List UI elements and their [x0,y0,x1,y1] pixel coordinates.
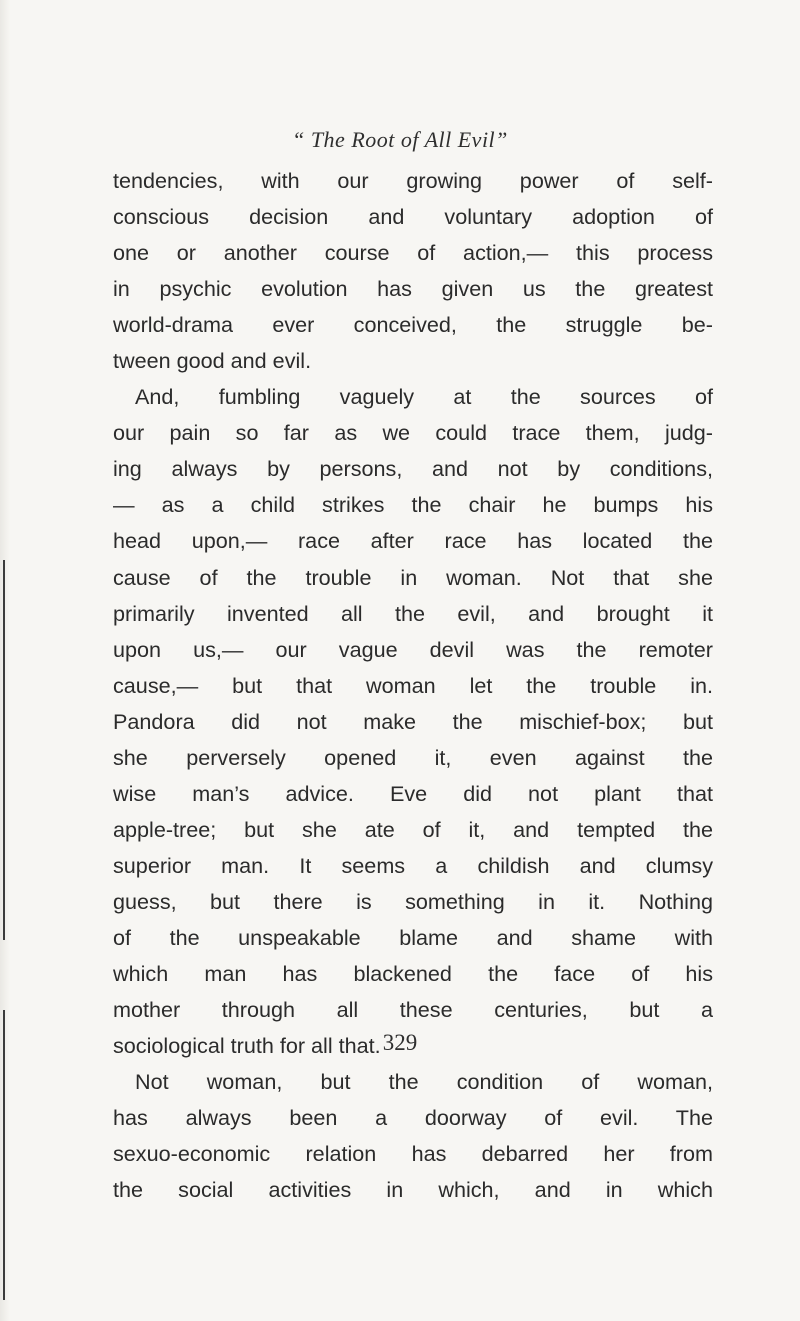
text-line: apple-tree; but she ate of it, and tempted the [113,816,713,842]
text-line: tween good and evil. [113,348,312,374]
text-line: superior man. It seems a childish and clumsy [113,852,713,878]
text-line: has always been a doorway of evil. The [113,1105,713,1131]
text-line: our pain so far as we could trace them, judg- [113,420,713,446]
text-line: in psychic evolution has given us the greatest [113,276,713,302]
text-line: head upon,— race after race has located the [113,528,713,554]
text-line: of the unspeakable blame and shame with [113,924,713,950]
text-line: sexuo-economic relation has debarred her from [113,1141,713,1167]
binding-gutter-shade [0,0,10,1321]
text-line: cause of the trouble in woman. Not that she [113,564,713,590]
text-line: upon us,— our vague devil was the remoter [113,636,713,662]
text-line: Not woman, but the condition of woman, [135,1069,713,1095]
text-line: conscious decision and voluntary adoption of [113,204,713,230]
text-line: And, fumbling vaguely at the sources of [135,384,713,410]
text-line: guess, but there is something in it. Nothing [113,888,713,914]
page-number: 329 [382,1030,418,1055]
text-line: sociological truth for all that. [113,1033,381,1059]
text-line: wise man’s advice. Eve did not plant that [113,780,713,806]
text-line: one or another course of action,— this process [113,240,713,266]
text-line: tendencies, with our growing power of self- [113,168,713,193]
binding-edge-line [3,560,5,940]
text-line: the social activities in which, and in which [113,1177,713,1203]
text-line: world-drama ever conceived, the struggle be- [113,312,713,338]
text-line: which man has blackened the face of his [113,961,713,987]
text-line: mother through all these centuries, but a [113,997,713,1023]
text-line: primarily invented all the evil, and brought it [113,600,713,626]
text-line: Pandora did not make the mischief-box; but [113,708,713,734]
text-line: ing always by persons, and not by conditions, [113,456,713,482]
text-line: cause,— but that woman let the trouble in. [113,672,713,698]
text-line: — as a child strikes the chair he bumps his [113,492,713,518]
text-line: she perversely opened it, even against the [113,744,713,770]
running-head: “ The Root of All Evil” [292,127,508,152]
